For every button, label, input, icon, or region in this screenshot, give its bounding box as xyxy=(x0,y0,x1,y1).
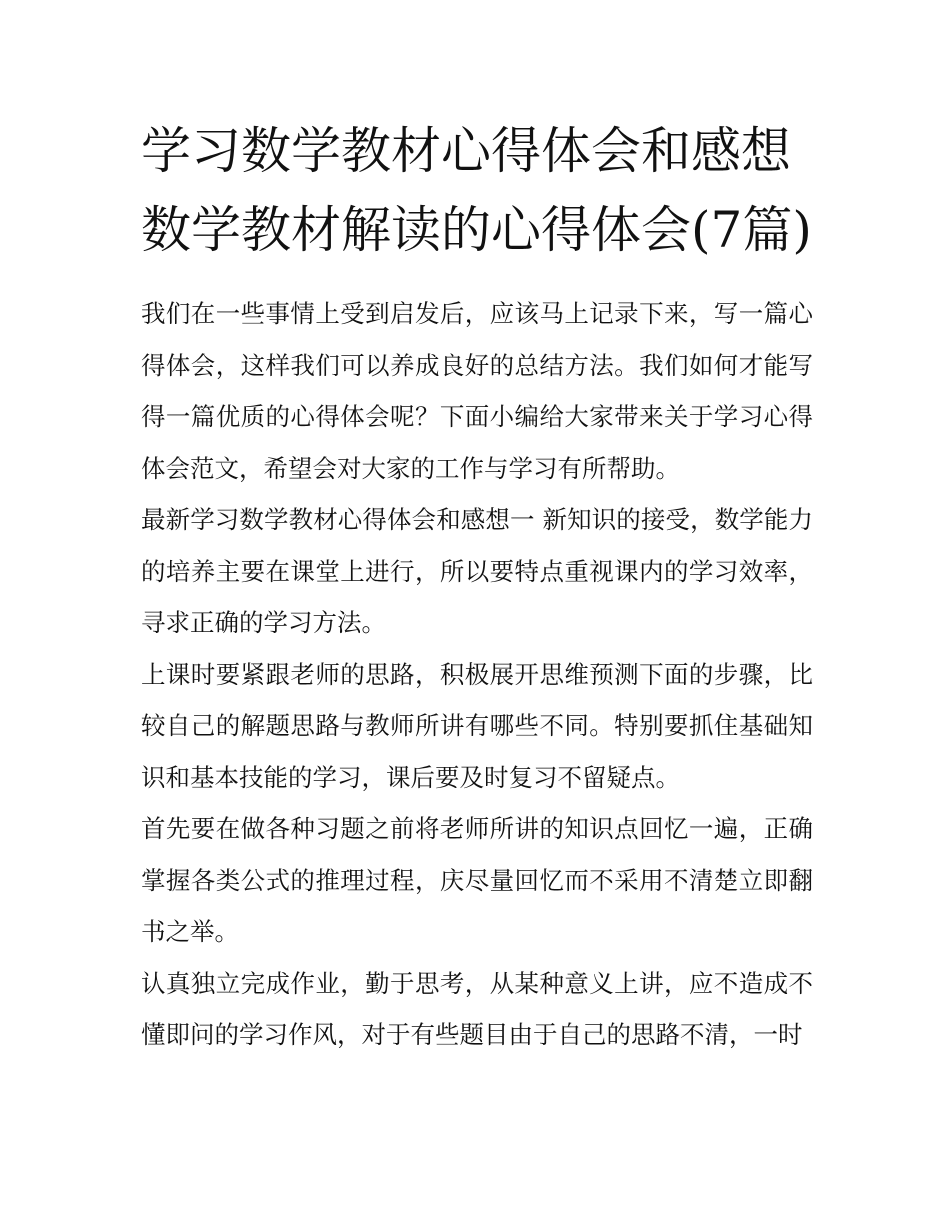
document-body xyxy=(141,288,813,1061)
document-title xyxy=(141,112,813,270)
document-title-text: 学习数学教材心得体会和感想数学教材解读的心得体会(7 xyxy=(141,122,791,259)
paragraph: 首先要在做各种习题之前将老师所讲的知识点回忆一遍，正确掌握各类公式的推理过程，庆尽量回忆而不采用不清楚立即翻书之举。 xyxy=(141,814,813,946)
paragraph: 我们在一些事情上受到启发后，应该马上记录下来，写一篇心得体会，这样我们可以养成良好的总结方法。我们如何才能写得一篇优质的心得体会呢？下面小编给大家带来关于学习心得体会范文，希望会对大家的工作与学习有所帮助。 xyxy=(141,299,813,483)
paragraph: 上课时要紧跟老师的思路，积极展开思维预测下面的步骤，比较自己的解题思路与教师所讲有哪些不同。特别要抓住基础知识和基本技能的学习，课后要及时复习不留疑点。 xyxy=(141,659,813,792)
document-content xyxy=(141,112,813,1061)
paragraph: 认真独立完成作业，勤于思考，从某种意义上讲，应不造成不懂即问的学习作风，对于有些题目由于自己的思路不清，一时 xyxy=(141,968,813,1049)
document-title-continuation: 篇) xyxy=(742,201,812,259)
paragraph: 最新学习数学教材心得体会和感想一 新知识的接受，数学能力的培养主要在课堂上进行，所以要特点重视课内的学习效率，寻求正确的学习方法。 xyxy=(141,505,813,637)
